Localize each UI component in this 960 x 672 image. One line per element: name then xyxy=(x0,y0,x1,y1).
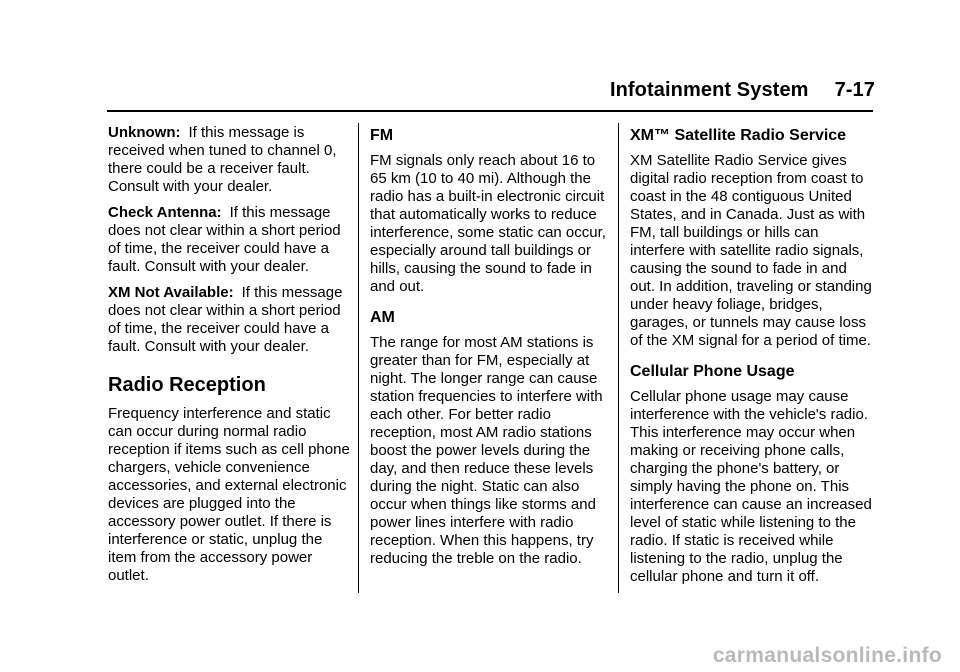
watermark: carmanualsonline.info xyxy=(712,644,942,667)
message-term: XM Not Available: xyxy=(108,284,234,301)
message-term: Check Antenna: xyxy=(108,204,222,221)
column-1 xyxy=(108,124,352,593)
column-divider xyxy=(618,123,619,593)
message-text: If this message is received when tuned to channel 0, there could be a receiver fault. Consult with your dealer. xyxy=(108,124,337,195)
message-text: If this message does not clear within a short period of time, the receiver could have a fault. Consult with your dealer. xyxy=(108,284,343,355)
section-title: Infotainment System xyxy=(609,79,809,101)
page-number: 7-17 xyxy=(834,79,875,101)
radio-reception-body: Frequency interference and static can occur during normal radio reception if items such as cell phone chargers, vehicle convenience accessories, and external electronic devices are plugged into the accessory power outlet. If there is interference or static, unplug the item from the accessory power outlet. xyxy=(108,405,350,584)
xm-body: XM Satellite Radio Service gives digital radio reception from coast to coast in the 48 contiguous United States, and in Canada. Just as with FM, tall buildings or hills can interfere with satellite radio signals, causing the sound to fade in and out. In addition, traveling or standing under heavy foliage, bridges, garages, or tunnels may cause loss of the XM signal for a period of time. xyxy=(630,152,872,349)
cellular-heading: Cellular Phone Usage xyxy=(630,363,795,380)
fm-heading: FM xyxy=(370,127,394,144)
am-body: The range for most AM stations is greater than for FM, especially at night. The longer range can cause station frequencies to interfere with each other. For better radio reception, most AM radio stations boost the power levels during the day, and then reduce these levels during the night. Static can also occur when things like storms and power lines interfere with radio reception. When this happens, try reducing the treble on the radio. xyxy=(370,334,603,567)
message-term: Unknown: xyxy=(108,124,181,141)
message-xm-not-available xyxy=(108,284,352,356)
xm-heading: XM™ Satellite Radio Service xyxy=(630,127,847,144)
column-2 xyxy=(370,124,614,576)
radio-reception-heading: Radio Reception xyxy=(108,374,266,396)
message-unknown xyxy=(108,124,352,196)
cellular-body: Cellular phone usage may cause interference with the vehicle's radio. This interference may occur when making or receiving phone calls, charging the phone's battery, or simply having the phone on. This interference can cause an increased level of static while listening to the radio. If static is received while listening to the radio, unplug the cellular phone and turn it off. xyxy=(630,388,872,585)
column-3 xyxy=(630,124,874,594)
page-header xyxy=(610,79,875,102)
message-check-antenna xyxy=(108,204,352,276)
column-divider xyxy=(358,123,359,593)
header-rule xyxy=(107,110,873,112)
fm-body: FM signals only reach about 16 to 65 km (10 to 40 mi). Although the radio has a built-in electronic circuit that automatically works to reduce interference, some static can occur, especially around tall buildings or hills, causing the sound to fade in and out. xyxy=(370,152,606,295)
message-text: If this message does not clear within a short period of time, the receiver could have a fault. Consult with your dealer. xyxy=(108,204,341,275)
am-heading: AM xyxy=(370,309,395,326)
